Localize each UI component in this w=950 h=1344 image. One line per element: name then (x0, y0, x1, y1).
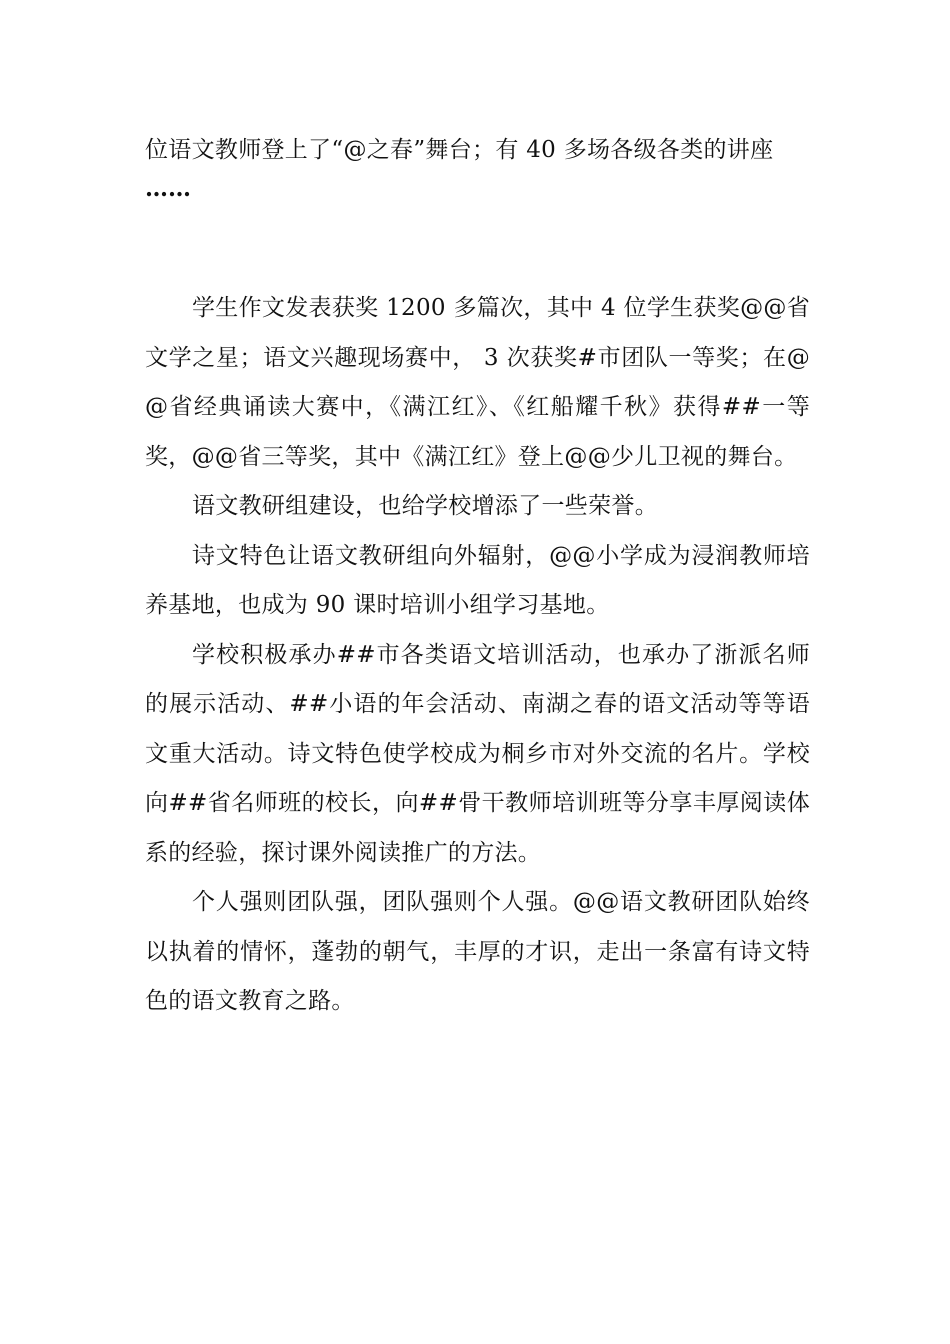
paragraph-training-base: 诗文特色让语文教研组向外辐射，@@小学成为浸润教师培养基地，也成为 90 课时培训小组学习基地。 (145, 542, 810, 618)
paragraph-ellipsis: …… (145, 174, 191, 202)
blank-spacer (145, 213, 810, 284)
document-body (145, 126, 810, 1027)
paragraph-student-awards: 学生作文发表获奖 1200 多篇次，其中 4 位学生获奖@@省文学之星；语文兴趣现场赛中， 3 次获奖#市团队一等奖；在@@省经典诵读大赛中，《满江红》、《红船耀千秋》获得##一等奖，@@省三等奖，其中《满江红》登上@@少儿卫视的舞台。 (145, 295, 810, 470)
paragraph-training-activities: 学校积极承办##市各类语文培训活动，也承办了浙派名师的展示活动、##小语的年会活动、南湖之春的语文活动等等语文重大活动。诗文特色使学校成为桐乡市对外交流的名片。学校向##省名师班的校长，向##骨干教师培训班等分享丰厚阅读体系的经验，探讨课外阅读推广的方法。 (145, 641, 810, 866)
paragraph-conclusion: 个人强则团队强，团队强则个人强。@@语文教研团队始终以执着的情怀，蓬勃的朝气，丰厚的才识，走出一条富有诗文特色的语文教育之路。 (145, 889, 810, 1014)
paragraph-group-honors: 语文教研组建设，也给学校增添了一些荣誉。 (192, 493, 658, 519)
paragraph-continuation: 位语文教师登上了“@之春”舞台；有 40 多场各级各类的讲座 (145, 137, 774, 163)
